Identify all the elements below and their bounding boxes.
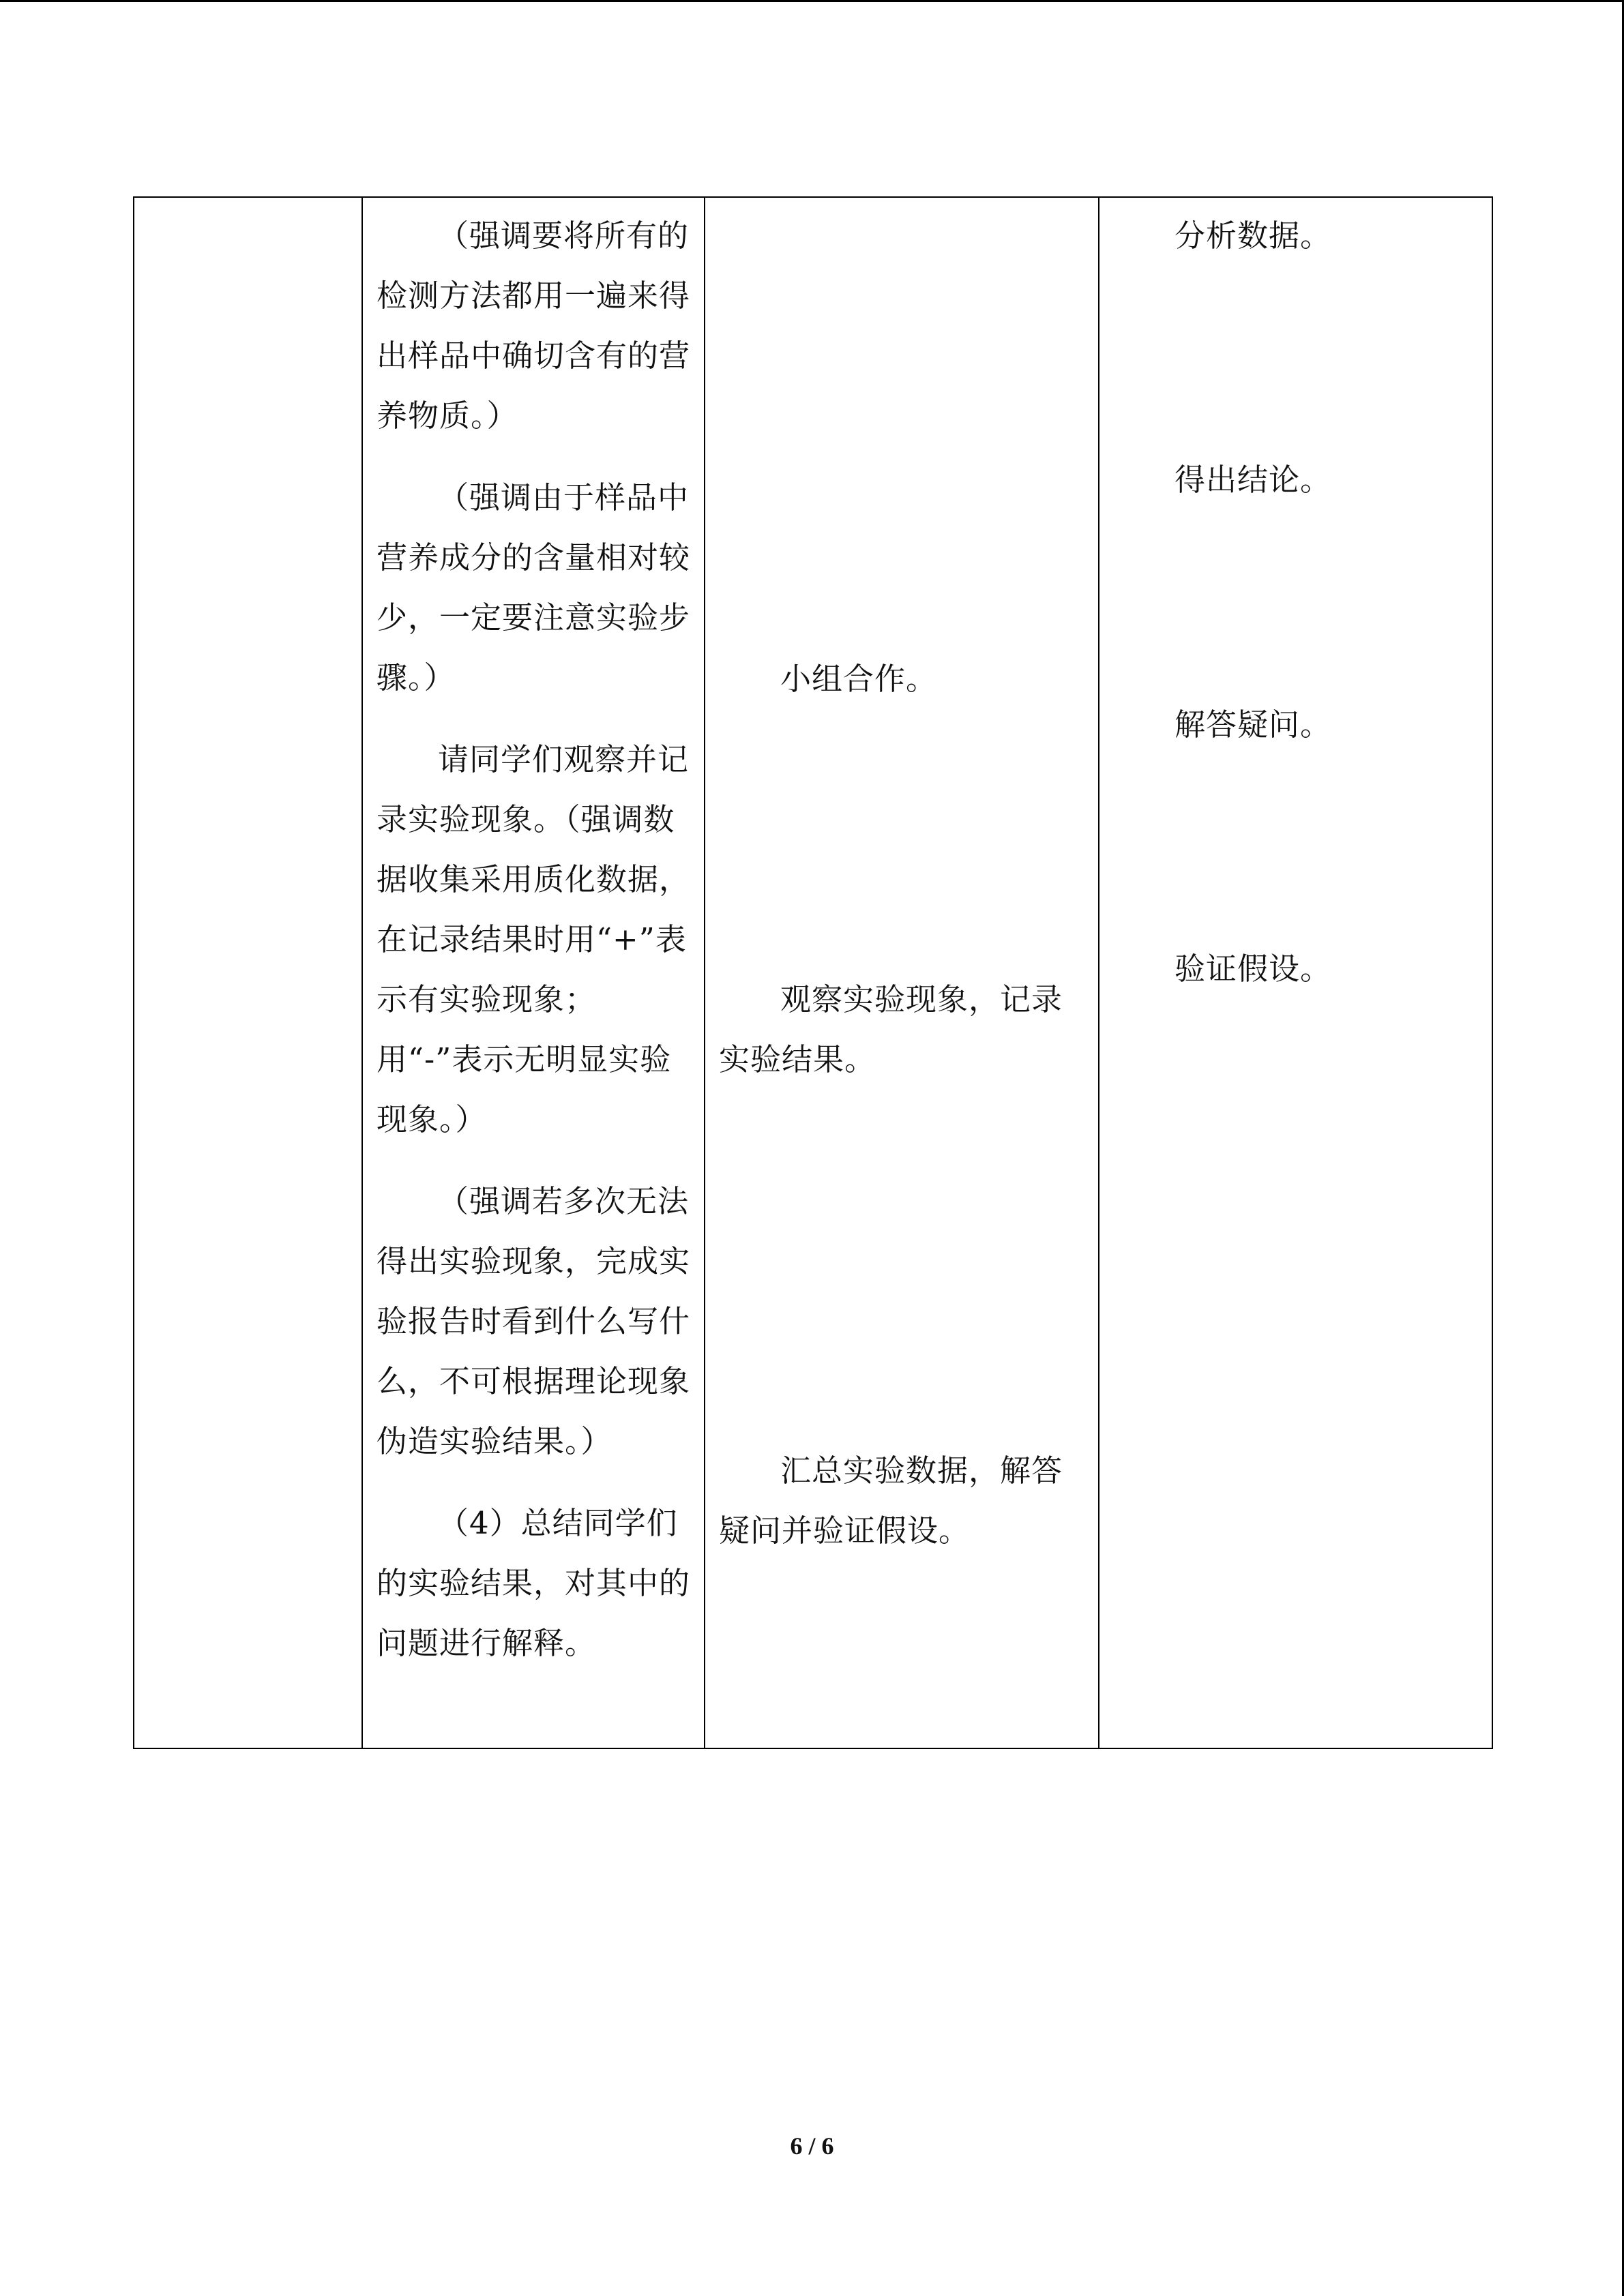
teacher-note-detection-methods: （强调要将所有的检测方法都用一遍来得出样品中确切含有的营养物质。） xyxy=(377,218,691,434)
student-activity-observe: 观察实验现象，记录实验结果。 xyxy=(719,981,1063,1077)
teacher-note-summary: （4）总结同学们的实验结果，对其中的问题进行解释。 xyxy=(377,1505,691,1661)
intent-answer-questions: 解答疑问。 xyxy=(1175,706,1332,743)
design-intent-cell xyxy=(1099,197,1492,1748)
student-activity-summarize: 汇总实验数据，解答疑问并验证假设。 xyxy=(719,1452,1063,1549)
student-activity-group-work: 小组合作。 xyxy=(780,661,938,697)
teacher-note-observe-record: 请同学们观察并记录实验现象。（强调数据收集采用质化数据，在记录结果时用“+”表示有实验现象；用“-”表示无明显实验现象。） xyxy=(377,741,691,1137)
teacher-note-honest-results: （强调若多次无法得出实验现象，完成实验报告时看到什么写什么，不可根据理论现象伪造实验结果。） xyxy=(377,1183,691,1459)
page-number: 6 / 6 xyxy=(790,2132,834,2160)
teacher-note-steps-caution: （强调由于样品中营养成分的含量相对较少，一定要注意实验步骤。） xyxy=(377,479,691,696)
teacher-activity-cell xyxy=(362,197,705,1748)
intent-verify-hypothesis: 验证假设。 xyxy=(1175,951,1332,987)
page-top-border xyxy=(0,0,1624,2)
stage-cell xyxy=(134,197,362,1748)
intent-draw-conclusion: 得出结论。 xyxy=(1175,462,1332,498)
intent-analyze-data: 分析数据。 xyxy=(1175,218,1332,254)
table-row xyxy=(134,197,1492,1748)
student-activity-cell xyxy=(705,197,1099,1748)
lesson-plan-table xyxy=(133,196,1493,1749)
